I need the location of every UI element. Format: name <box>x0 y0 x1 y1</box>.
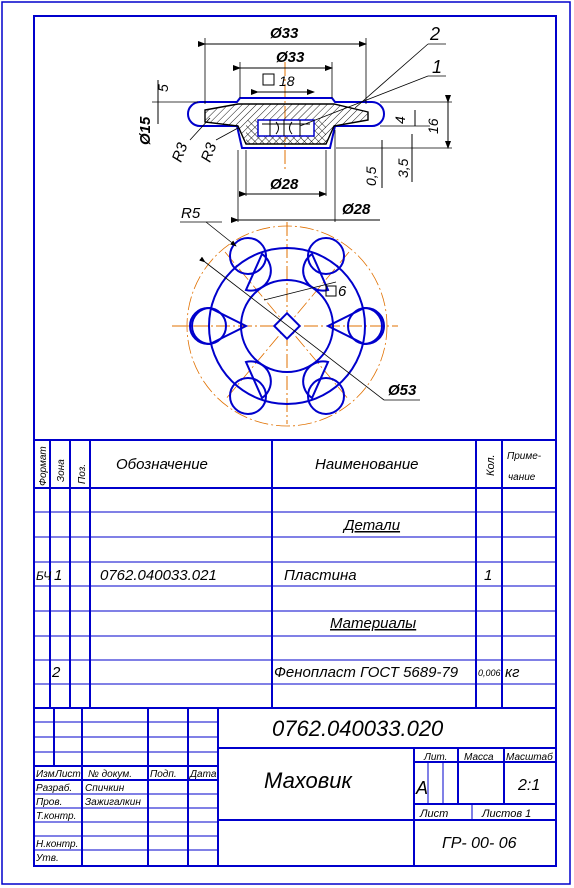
hdr-note-2: чание <box>508 472 536 483</box>
row2-qty: 0,006 <box>478 668 501 678</box>
role-tkontr: Т.контр. <box>36 811 77 822</box>
rev-data: Дата <box>190 769 217 780</box>
dim-35-text: 3,5 <box>395 158 411 178</box>
dim-05-text: 0,5 <box>363 166 379 186</box>
mass-label: Масса <box>464 752 494 763</box>
plan-square-hole <box>274 313 299 338</box>
rev-list: Лист <box>55 769 81 780</box>
row1-designation: 0762.040033.021 <box>100 567 217 584</box>
scale-value: 2:1 <box>518 777 541 794</box>
name-prov: Зажигалкин <box>85 797 141 808</box>
hdr-zone: Зона <box>56 459 67 482</box>
insert-plate <box>258 120 314 136</box>
dim-left-text: Ø15 <box>137 116 154 145</box>
role-utv: Утв. <box>36 853 59 864</box>
sheets-label: Листов 1 <box>482 808 532 820</box>
hdr-pos: Поз. <box>77 463 88 484</box>
row1-name: Пластина <box>284 567 357 584</box>
row2-zone: 2 <box>52 664 61 681</box>
plan-view <box>172 205 420 426</box>
dim-r3a-text: R3 <box>168 140 192 165</box>
r5-leader <box>206 222 236 246</box>
section-materials: Материалы <box>330 615 417 632</box>
doc-number: 0762.040033.020 <box>272 716 444 741</box>
dim-5-text: 5 <box>155 84 171 92</box>
hdr-note-1: Приме- <box>507 451 542 462</box>
hdr-designation: Обозначение <box>116 456 208 473</box>
row1-zone: 1 <box>54 567 63 584</box>
lit-value: А <box>416 778 429 798</box>
callout-2: 2 <box>430 24 441 44</box>
rev-izm: Изм <box>36 769 55 780</box>
dim-plan-text: Ø53 <box>388 382 417 399</box>
hdr-qty: Кол. <box>485 454 497 476</box>
leader-r3b <box>216 128 238 140</box>
role-razrab: Разраб. <box>36 783 73 794</box>
square-symbol <box>263 74 274 85</box>
section-details: Детали <box>344 517 401 534</box>
spec-table <box>34 440 556 708</box>
d53-leader <box>205 262 384 400</box>
dim-flange-text: Ø28 <box>342 201 371 218</box>
section-view <box>137 24 452 222</box>
scale-label: Масштаб <box>506 752 553 763</box>
part-name: Маховик <box>264 768 352 793</box>
role-nkontr: Н.контр. <box>36 839 79 850</box>
name-razrab: Спичкин <box>85 783 125 794</box>
dim-square-text: 18 <box>279 73 295 89</box>
sheet-label: Лист <box>420 808 449 820</box>
row2-name: Фенопласт ГОСТ 5689-79 <box>274 664 459 681</box>
leader-r3a <box>190 118 210 140</box>
dim-bottom-text: Ø28 <box>270 176 299 193</box>
dim-sq6-text: 6 <box>338 283 347 300</box>
callout-1: 1 <box>432 57 443 77</box>
row1-format: БЧ <box>36 569 52 583</box>
hdr-format: Формат <box>38 446 49 486</box>
hdr-name: Наименование <box>315 456 419 473</box>
dim-mid-text: Ø33 <box>276 49 305 66</box>
role-prov: Пров. <box>36 797 63 808</box>
rev-podp: Подп. <box>150 769 177 780</box>
dim-outer-text: Ø33 <box>270 25 299 42</box>
rev-ndoc: № докум. <box>88 769 133 780</box>
title-block <box>34 708 556 866</box>
dim-r5-text: R5 <box>181 205 201 222</box>
dim-r3b-text: R3 <box>197 140 221 165</box>
dim-4-text: 4 <box>392 116 408 124</box>
dim-16-text: 16 <box>425 118 441 134</box>
row2-note: кг <box>505 664 520 681</box>
org-code: ГР- 00- 06 <box>442 835 517 852</box>
lit-label: Лит. <box>424 752 448 763</box>
row1-qty: 1 <box>484 567 493 584</box>
